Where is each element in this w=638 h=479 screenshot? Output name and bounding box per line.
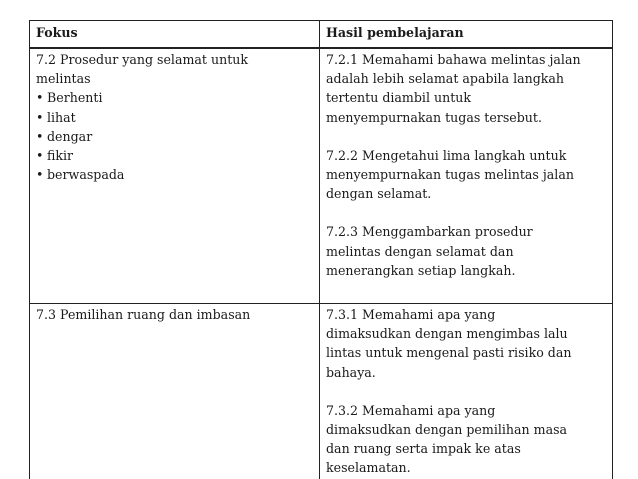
bullet-icon: •: [36, 109, 44, 125]
table-header-row: [30, 21, 613, 49]
outcome-cell-7-2: [320, 48, 613, 304]
list-item: • Berhenti: [36, 88, 313, 107]
bullet-icon: •: [36, 148, 44, 164]
list-item: • lihat: [36, 108, 313, 127]
outcome-7-2-1: 7.2.1 Memahami bahawa melintas jalan adalah lebih selamat apabila langkah tertentu diambil untuk menyempurnakan tugas tersebut.: [326, 52, 581, 125]
bullet-icon: •: [36, 167, 44, 183]
focus-title-line: melintas: [36, 71, 91, 87]
outcome-7-3-2: 7.3.2 Memahami apa yang dimaksudkan dengan pemilihan masa dan ruang serta impak ke atas keselamatan.: [326, 402, 568, 476]
outcome-7-3-1: 7.3.1 Memahami apa yang dimaksudkan dengan mengimbas lalu lintas untuk mengenal pasti risiko dan bahaya.: [326, 307, 572, 380]
outcome-cell-7-3: [320, 304, 613, 479]
focus-title-line: 7.2 Prosedur yang selamat untuk: [36, 52, 249, 67]
list-item: • dengar: [36, 127, 313, 146]
header-focus: Fokus: [30, 21, 320, 49]
list-item: • berwaspada: [36, 165, 313, 184]
focus-title-line: 7.3 Pemilihan ruang dan imbasan: [36, 307, 251, 322]
outcome-7-2-2: 7.2.2 Mengetahui lima langkah untuk menyempurnakan tugas melintas jalan dengan selamat.: [326, 147, 574, 202]
focus-bullet-list: [36, 88, 313, 184]
table-row: [30, 304, 613, 479]
focus-cell-7-3: [30, 304, 320, 479]
header-learning-outcome: Hasil pembelajaran: [320, 21, 613, 49]
outcome-7-2-3: 7.2.3 Menggambarkan prosedur melintas dengan selamat dan menerangkan setiap langkah.: [326, 224, 533, 278]
focus-cell-7-2: [30, 48, 320, 304]
table-row: [30, 48, 613, 304]
bullet-icon: •: [36, 128, 44, 144]
learning-outcomes-table: [29, 20, 613, 479]
list-item: • fikir: [36, 146, 313, 165]
bullet-icon: •: [36, 90, 44, 106]
